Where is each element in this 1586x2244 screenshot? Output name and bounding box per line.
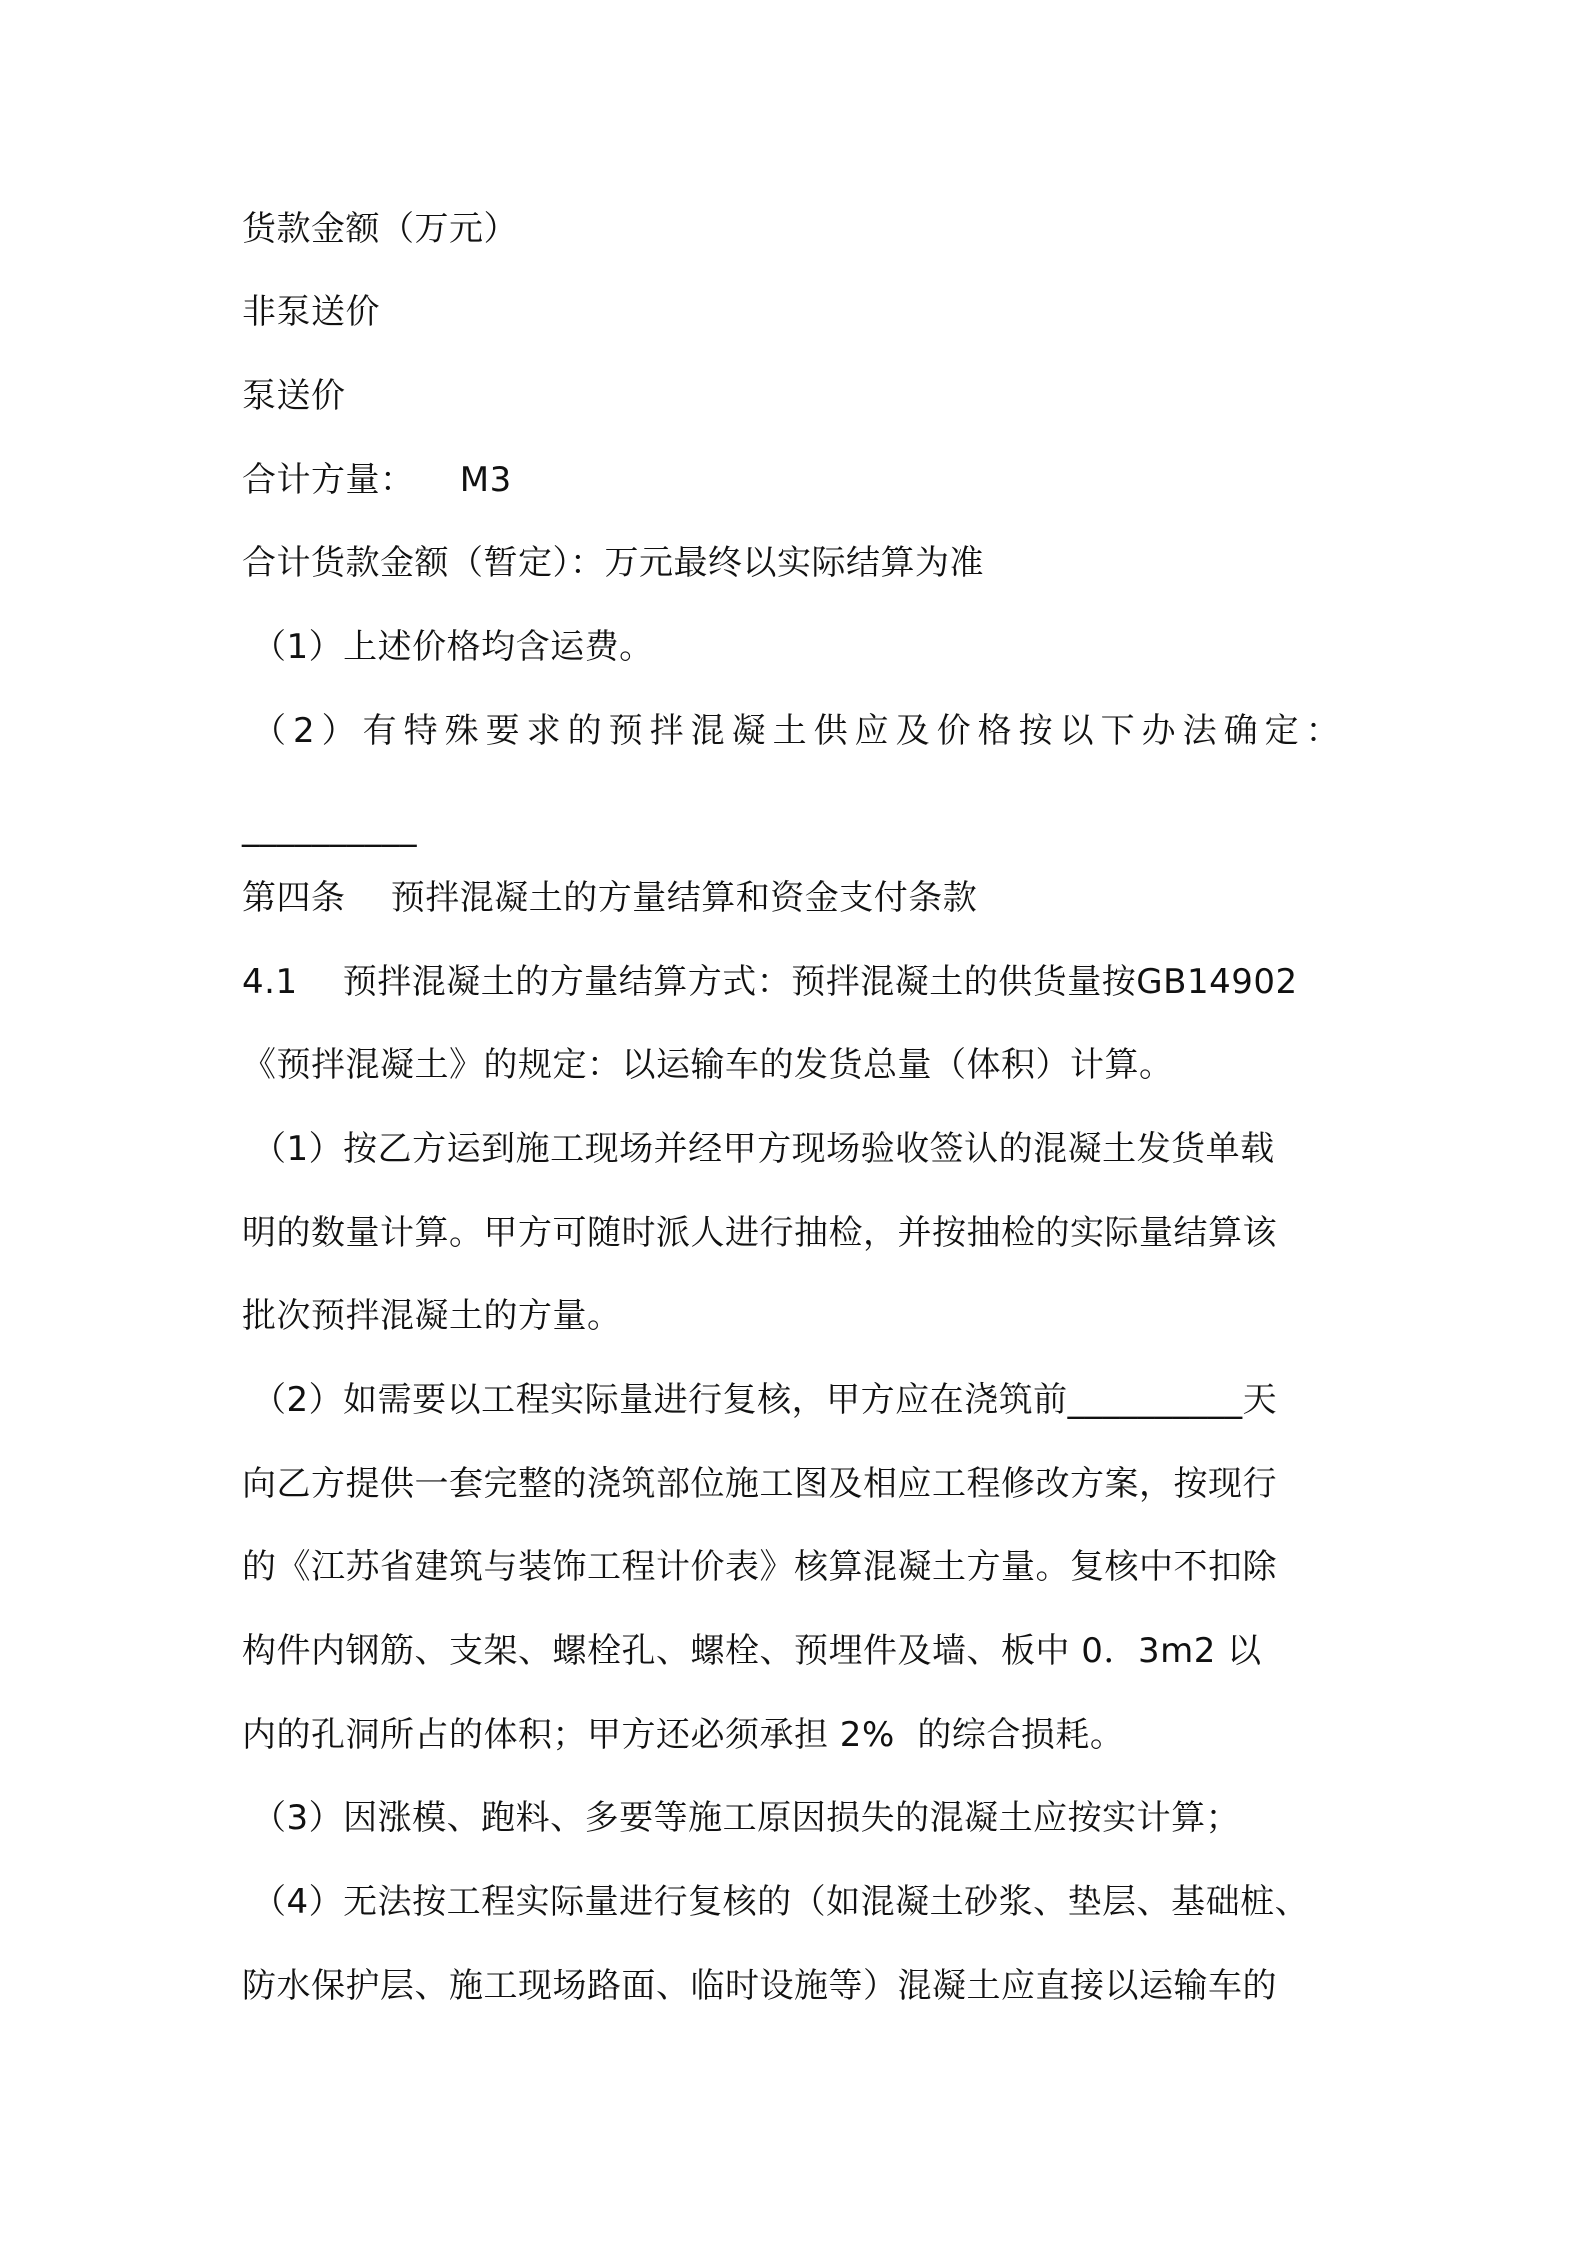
non-pumped-price-label: 非泵送价 xyxy=(242,292,380,332)
article-four-heading: 第四条 预拌混凝土的方量结算和资金支付条款 xyxy=(242,878,978,918)
section-4-1-line-1: 4.1 预拌混凝土的方量结算方式：预拌混凝土的供货量按GB14902 xyxy=(242,962,1298,1002)
item-2-line-5: 内的孔洞所占的体积；甲方还必须承担 2% 的综合损耗。 xyxy=(242,1715,1125,1755)
item-4-line-1: （4）无法按工程实际量进行复核的（如混凝土砂浆、垫层、基础桩、 xyxy=(252,1882,1310,1922)
blank-fill-line: __________ xyxy=(242,808,417,848)
item-2-line-4: 构件内钢筋、支架、螺栓孔、螺栓、预埋件及墙、板中 0．3m2 以 xyxy=(242,1631,1262,1671)
item-3-line: （3）因涨模、跑料、多要等施工原因损失的混凝土应按实计算； xyxy=(252,1798,1241,1838)
item-2-line-2: 向乙方提供一套完整的浇筑部位施工图及相应工程修改方案，按现行 xyxy=(242,1464,1277,1504)
clause-item-2: （2）有特殊要求的预拌混凝土供应及价格按以下办法确定： xyxy=(252,711,1347,751)
pumped-price-label: 泵送价 xyxy=(242,376,346,416)
item-2-line-1: （2）如需要以工程实际量进行复核，甲方应在浇筑前__________天 xyxy=(252,1380,1278,1420)
item-4-line-2: 防水保护层、施工现场路面、临时设施等）混凝土应直接以运输车的 xyxy=(242,1966,1277,2006)
item-1-line-3: 批次预拌混凝土的方量。 xyxy=(242,1296,622,1336)
item-1-line-2: 明的数量计算。甲方可随时派人进行抽检，并按抽检的实际量结算该 xyxy=(242,1213,1277,1253)
total-payment-label: 合计货款金额（暂定）：万元最终以实际结算为准 xyxy=(242,543,984,583)
total-volume-label: 合计方量： M3 xyxy=(242,460,512,500)
section-4-1-line-2: 《预拌混凝土》的规定：以运输车的发货总量（体积）计算。 xyxy=(242,1045,1174,1085)
item-2-line-3: 的《江苏省建筑与装饰工程计价表》核算混凝土方量。复核中不扣除 xyxy=(242,1547,1277,1587)
clause-item-1: （1）上述价格均含运费。 xyxy=(252,627,654,667)
item-1-line-1: （1）按乙方运到施工现场并经甲方现场验收签认的混凝土发货单载 xyxy=(252,1129,1275,1169)
payment-amount-label: 货款金额（万元） xyxy=(242,209,518,249)
